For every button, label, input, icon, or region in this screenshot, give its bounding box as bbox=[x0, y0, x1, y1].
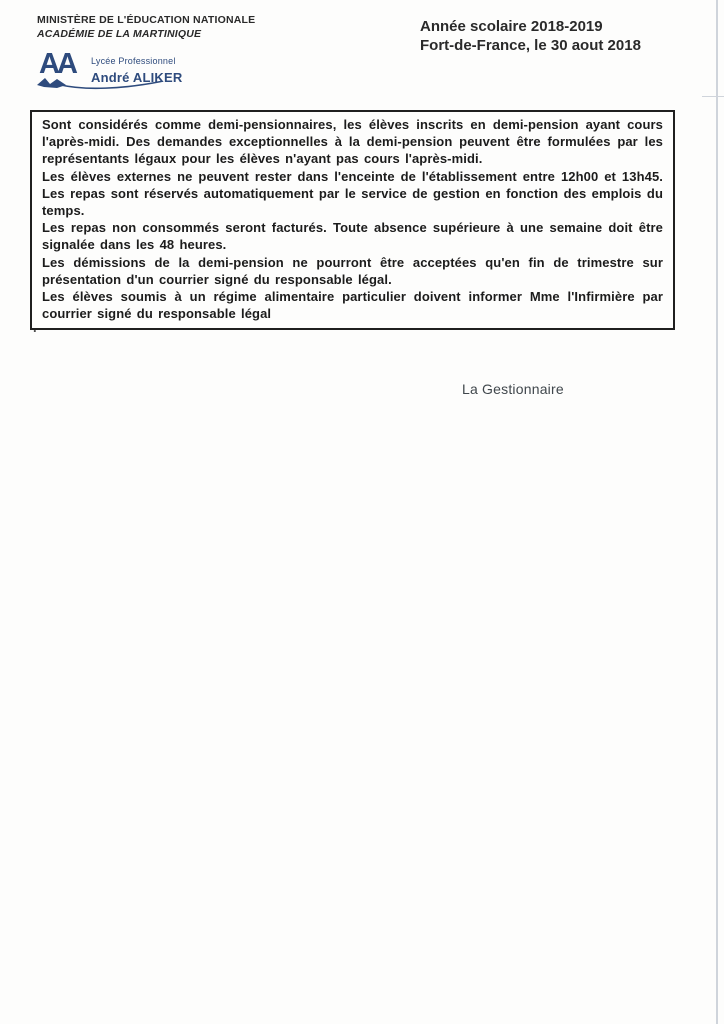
logo-school-type: Lycée Professionnel bbox=[91, 56, 176, 66]
notice-paragraph-4: Les démissions de la demi-pension ne pourront être acceptées qu'en fin de trimestre sur présentation d'un courrier signé du responsable légal. bbox=[42, 254, 663, 287]
header-right-block bbox=[420, 17, 641, 55]
signature-title: La Gestionnaire bbox=[462, 381, 564, 397]
place-date-line: Fort-de-France, le 30 aout 2018 bbox=[420, 37, 641, 54]
logo-monogram: AA bbox=[39, 48, 75, 80]
scan-artifact-horizontal-line bbox=[702, 96, 724, 97]
notice-paragraph-3: Les repas non consommés seront facturés. Toute absence supérieure à une semaine doit être signalée dans les 48 heures. bbox=[42, 220, 663, 253]
notice-paragraph-5: Les élèves soumis à un régime alimentaire particulier doivent informer Mme l'Infirmière par courrier signé du responsable légal bbox=[42, 289, 663, 322]
stray-scan-mark: . bbox=[33, 320, 37, 335]
scan-artifact-vertical-line bbox=[716, 0, 718, 1024]
notice-box bbox=[30, 110, 675, 330]
school-logo bbox=[39, 48, 209, 92]
academy-subtitle: ACADÉMIE DE LA MARTINIQUE bbox=[37, 28, 202, 40]
notice-paragraph-1: Sont considérés comme demi-pensionnaires, les élèves inscrits en demi-pension ayant cours l'après-midi. Des demandes exceptionnelles à la demi-pension peuvent être formulées par les représentants légaux pour les élèves n'ayant pas cours l'après-midi. bbox=[42, 117, 663, 167]
ministry-title: MINISTÈRE DE L'ÉDUCATION NATIONALE bbox=[37, 14, 256, 26]
school-year-line: Année scolaire 2018-2019 bbox=[420, 18, 603, 35]
logo-school-name: André ALIKER bbox=[91, 70, 183, 85]
notice-paragraph-2: Les élèves externes ne peuvent rester dans l'enceinte de l'établissement entre 12h00 et 13h45. Les repas sont réservés automatiquement par le service de gestion en fonction des emplois du temps. bbox=[42, 168, 663, 219]
logo-swoosh-icon bbox=[37, 76, 163, 92]
